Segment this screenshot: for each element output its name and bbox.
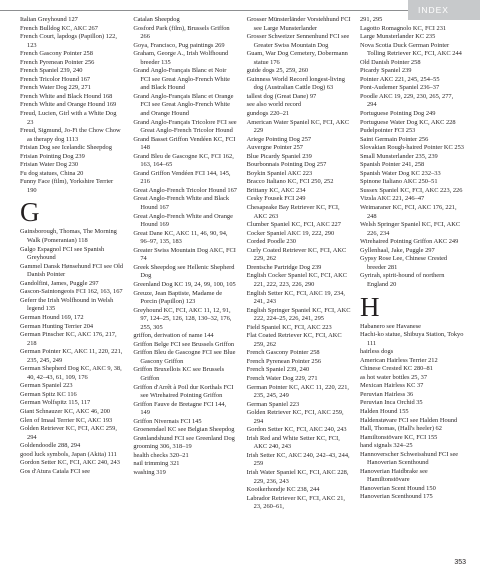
index-entry: gundogs 220–21	[246, 110, 290, 118]
index-entry: hairless dogs	[359, 348, 394, 356]
index-entry: Gainsborough, Thomas, The Morning Walk (Pomeranian) 118	[20, 228, 117, 245]
index-entry: Grønlandshund FCI see Greenland Dog	[133, 434, 235, 442]
index-entry: see also world record	[246, 101, 302, 109]
index-entry: Greater Swiss Mountain Dog AKC, FCI 74	[133, 246, 236, 263]
index-entry: Galgo Espagnol FCI see Spanish Greyhound	[20, 245, 105, 262]
index-entry: Corded Poodle 230	[246, 238, 297, 246]
index-entry: Groenendael KC see Belgian Sheepdog	[133, 426, 235, 434]
index-entry: Greuze, Jean Baptiste, Madame de Porcin (Papillon) 123	[133, 289, 223, 306]
index-entry: Irish Setter KC, AKC 240, 242–43, 244, 259	[246, 451, 350, 468]
index-entry: Guam, War Dog Cemetery, Dobermann statue 176	[246, 50, 348, 66]
index-entry: Freud, Sigmund, Jo-Fi the Chow Chow as therapy dog 1113	[20, 127, 121, 143]
index-entry: Grand Anglo-Français Tricolore FCI see Great Anglo-French Tricolor Hound	[133, 118, 237, 135]
index-entry: Hanoverian Scenthound 175	[359, 493, 433, 501]
index-entry: Great Anglo-French White and Black Hound 167	[133, 195, 230, 212]
index-entry: Geferr the Irish Wolfhound in Welsh legend 135	[20, 296, 114, 313]
index-entry: Irish Water Spaniel KC, FCI, AKC 228, 229, 236, 243	[246, 468, 349, 485]
index-entry: Wirehaired Pointing Griffon AKC 249	[359, 238, 459, 246]
index-entry: German Spitz KC 116	[20, 390, 77, 398]
index-entry: Gypsy Rose Lee, Chinese Crested breeder 281	[359, 255, 448, 271]
index-entry: Blue Picardy Spaniel 239	[246, 152, 312, 160]
index-entry: Halden Hound 155	[359, 407, 409, 415]
index-entry: Habanero see Havanese	[359, 322, 422, 330]
index-entry: Funny Face (film), Yorkshire Terrier 190	[20, 178, 114, 194]
index-entry: Griffon Bleu de Gascogne FCI see Blue Gascony Griffon	[133, 349, 236, 365]
index-entry: Portuguese Water Dog KC, AKC 228	[359, 118, 456, 126]
index-entry: Goya, Francisco, Pug paintings 269	[133, 41, 225, 49]
index-entry: English Setter KC, FCI, AKC 19, 234, 241, 243	[246, 289, 346, 306]
index-entry: Spanish Water Dog KC 232–33	[359, 169, 441, 177]
index-entry: Graham, George A., Irish Wolfhound breeder 135	[133, 50, 229, 66]
index-entry: French Spaniel 239, 240	[246, 366, 310, 374]
index-entry: French White and Orange Hound 169	[20, 101, 117, 109]
index-entry: Vizsla AKC 221, 246–47	[359, 195, 425, 203]
index-entry: Griffon Fauve de Bretagne FCI 144, 149	[133, 400, 227, 417]
index-entry: Golden Retriever KC, FCI, AKC 259, 294	[246, 409, 344, 425]
index-entry: English Springer Spaniel KC, FCI, AKC 222, 224–25, 226, 241, 295	[246, 306, 351, 323]
index-entry: Great Anglo-French White and Orange Hound 169	[133, 212, 233, 229]
index-entry: Portuguese Pointing Dog 249	[359, 110, 436, 118]
section-letter: H	[359, 291, 380, 322]
index-column-3	[247, 16, 351, 556]
index-entry: Griffon Bruxellois KC see Brussels Griffon	[133, 366, 225, 382]
index-entry: Chinese Crested KC 280–81	[359, 365, 433, 373]
index-entry: washing 319	[133, 468, 166, 476]
index-entry: Greyhound KC, FCI, AKC 11, 12, 91, 97, 124–25, 126, 128, 130–32, 176, 255, 305	[133, 306, 232, 331]
index-entry: Bracco Italiano KC, FCI 250, 252	[246, 178, 334, 186]
index-entry: Spinone Italiano AKC 250–51	[359, 178, 438, 186]
index-entry: Nova Scotia Duck German Pointer Tolling Retriever KC, FCI, AKC 244	[359, 41, 462, 58]
index-entry: Hannoverscher Schweisshund FCI see Hanoverian Scenthound	[359, 450, 459, 467]
index-entry: Grand Basset Griffon Vendéen KC, FCI 148	[133, 135, 236, 152]
index-entry: Poodle AKC 19, 229, 230, 265, 277, 294	[359, 92, 454, 109]
index-entry: Great Dane KC, AKC 11, 46, 90, 94, 96–97, 135, 183	[133, 229, 228, 246]
index-entry: Gordon Setter KC, FCI, AKC 240, 243	[246, 426, 347, 434]
index-entry: Welsh Springer Spaniel KC, FCI, AKC 226, 234	[359, 221, 461, 237]
index-entry: Hanoverian Scent Hound 150	[359, 484, 436, 492]
index-column-2	[133, 16, 237, 556]
index-entry: French Water Dog 229, 271	[20, 84, 91, 92]
index-entry: Goldendoodle 288, 294	[20, 442, 81, 450]
index-column-1	[20, 16, 124, 556]
index-entry: Grosser Schweizer Sennenhund FCI see Greater Swiss Mountain Dog	[246, 33, 350, 49]
index-entry: tallest dog (Great Dane) 97	[246, 92, 317, 100]
index-entry: Gos d'Atura Catala FCI see	[20, 467, 91, 475]
index-entry: Old Danish Pointer 258	[359, 58, 421, 66]
index-entry: Spanish Pointer 241, 258	[359, 161, 425, 169]
index-entry: Hamiltonstövare KC, FCI 155	[359, 433, 438, 441]
index-entry: Labrador Retriever KC, FCI, AKC 21, 23, 260–61,	[246, 494, 345, 511]
index-entry: Hachi-ko statue, Shibuya Station, Tokyo 111	[359, 331, 464, 347]
index-entry: Gandolfini, James, Puggle 297	[20, 279, 99, 287]
index-entry: Glen of Imaal Terrier KC, AKC 193	[20, 416, 113, 424]
index-entry: Grand Griffon Vendéen FCI 144, 145, 216	[133, 169, 231, 186]
index-entry: Mexican Hairless KC 37	[359, 382, 424, 390]
index-entry: German Spaniel 223	[20, 382, 73, 390]
index-entry: German Hound 169, 172	[20, 313, 84, 321]
index-entry: German Pinscher KC, AKC 176, 217, 218	[20, 331, 117, 347]
index-entry: Ariege Pointing Dog 257	[246, 135, 312, 143]
index-entry: Fu dog statues, China 20	[20, 169, 84, 177]
index-entry: Small Munsterlander 235, 239	[359, 152, 438, 160]
index-entry: Griffon d'Arrêt à Poil dur Korthals FCI see Wirehaired Pointing Griffon	[133, 383, 234, 400]
index-entry: French White and Black Hound 168	[20, 92, 113, 100]
index-entry: Gyllenhaal, Jake, Puggle 297	[359, 246, 435, 254]
index-entry: French Court, lapdogs (Papillon) 122, 123	[20, 33, 117, 49]
index-entry: Peruvian Inca Orchid 35	[359, 399, 423, 407]
index-entry: Griffon Belge FCI see Brussels Griffon	[133, 340, 235, 348]
index-entry: American Hairless Terrier 212	[359, 356, 438, 364]
section-letter: G	[20, 197, 40, 228]
page-number: 353	[454, 559, 466, 566]
index-entry: Brittany KC, AKC 234	[246, 186, 306, 194]
index-entry: Guinness World Record longest-living dog (Australian Cattle Dog) 63	[246, 75, 345, 92]
index-entry: Gascon-Saintongeois FCI 162, 163, 167	[20, 288, 123, 296]
index-entry: as hot water bottles 25, 37	[359, 373, 428, 381]
index-entry: Grand Bleu de Gascogne KC, FCI 162, 163, 164–65	[133, 152, 234, 169]
index-entry: Cocker Spaniel AKC 19, 222, 290	[246, 229, 335, 237]
index-entry: hand signals 324–25	[359, 442, 413, 450]
index-entry: 291, 295	[359, 16, 383, 23]
index-entry: griffon, derivation of name 144	[133, 332, 214, 340]
index-entry: Griffon Nivernais FCI 145	[133, 417, 202, 425]
index-entry: Grand Anglo-Français Blanc et Orange FCI see Great Anglo-French White and Orange Hound	[133, 92, 234, 118]
index-entry: nail trimming 321	[133, 460, 180, 468]
index-column-4	[360, 16, 464, 556]
index-entry: French Water Dog 229, 271	[246, 374, 318, 382]
index-entry: American Water Spaniel KC, FCI, AKC 229	[246, 118, 350, 135]
index-entry: Boykin Spaniel AKC 223	[246, 169, 313, 177]
index-entry: German Spaniel 223	[246, 400, 300, 408]
index-entry: Freud, Lucien, Girl with a White Dog 23	[20, 110, 117, 126]
index-entry: French Gascony Pointer 258	[246, 349, 320, 357]
index-entry: Pointer AKC 221, 245, 254–55	[359, 75, 440, 83]
index-entry: German Shepherd Dog KC, AKC 9, 38, 40, 42–43, 61, 109, 176	[20, 365, 122, 381]
index-entry: Grand Anglo-Français Blanc et Noir FCI see Great Anglo-French White and Black Hound	[133, 67, 231, 92]
index-entry: Greek Sheepdog see Hellenic Shepherd Dog	[133, 263, 235, 280]
index-entry: Frisian Water Dog 230	[20, 161, 79, 169]
index-entry: Large Munsterlander KC 235	[359, 33, 436, 41]
index-entry: Pont-Audemer Spaniel 236–37	[359, 84, 440, 92]
index-entry: Slovakian Rough-haired Pointer KC 253	[359, 144, 464, 152]
index-entry: French Pyrenean Pointer 256	[20, 58, 95, 66]
index-entry: Hanoverian Haidbrake see Hamiltonstövare	[359, 467, 428, 484]
index-entry: French Spaniel 239, 240	[20, 67, 83, 75]
index-entry: Gyrirah, spirit-hound of northern England 20	[359, 272, 445, 288]
index-entry: Grosser Münsterländer Vorstehhund FCI see Large Munsterlander	[246, 16, 351, 32]
index-entry: Frisian Pointing Dog 239	[20, 152, 85, 160]
index-entry: German Pointer KC, AKC 11, 220, 221, 235, 245, 249	[246, 383, 350, 400]
index-entry: Chesapeake Bay Retriever KC, FCI, AKC 263	[246, 204, 340, 220]
index-entry: English Cocker Spaniel KC, FCI, AKC 221, 222, 223, 226, 290	[246, 272, 347, 288]
index-entry: Auvergne Pointer 257	[246, 144, 303, 152]
index-entry: Golden Retriever KC, FCI, AKC 259, 294	[20, 425, 117, 441]
header-rule	[0, 10, 408, 11]
index-entry: Gosford Park (film), Brussels Griffon 266	[133, 24, 230, 41]
index-entry: German Wolfspitz 115, 117	[20, 399, 91, 407]
index-entry: French Bulldog KC, AKC 267	[20, 24, 98, 32]
index-entry: Haldenstøvare FCI see Halden Hound	[359, 416, 458, 424]
index-entry: Italian Greyhound 127	[20, 16, 78, 23]
index-entry: Frisian Dog see Icelandic Sheepdog	[20, 144, 112, 152]
index-entry: Clumber Spaniel KC, FCI, AKC 227	[246, 221, 341, 229]
index-entry: German Pointer KC, AKC 11, 220, 221, 235, 245, 249	[20, 348, 123, 364]
index-entry: Pudelpointer FCI 253	[359, 127, 416, 135]
index-entry: Sussex Spaniel KC, FCI, AKC 223, 226	[359, 186, 463, 194]
index-entry: Bourbonnais Pointing Dog 257	[246, 161, 327, 169]
index-entry: Saint Germain Pointer 256	[359, 135, 429, 143]
index-columns	[20, 16, 464, 556]
index-entry: health checks 320–21	[133, 451, 189, 459]
index-entry: German Hunting Terrier 204	[20, 322, 94, 330]
index-entry: French Pyrenean Pointer 256	[246, 357, 322, 365]
index-entry: Kooikerhondje KC 238, 244	[246, 486, 320, 494]
index-entry: Gammel Dansk Hønsehund FCI see Old Danish Pointer	[20, 262, 124, 279]
index-entry: Peruvian Hairless 36	[359, 390, 414, 398]
index-entry: Weimaraner KC, FCI, AKC 176, 221, 248	[359, 204, 457, 220]
index-entry: Greenland Dog KC 19, 24, 99, 100, 105	[133, 280, 236, 288]
index-entry: French Tricolor Hound 167	[20, 75, 91, 83]
index-entry: French Gascony Pointer 258	[20, 50, 93, 58]
index-entry: Great Anglo-French Tricolor Hound 167	[133, 186, 237, 194]
index-entry: guide dogs 25, 259, 260	[246, 67, 309, 75]
index-entry: Field Spaniel KC, FCI, AKC 223	[246, 323, 332, 331]
index-entry: Gordon Setter KC, FCI, AKC 240, 243	[20, 459, 120, 467]
index-entry: grooming 306, 318–19	[133, 443, 192, 451]
index-entry: Catalan Sheepdog	[133, 16, 180, 23]
index-entry: good luck symbols, Japan (Akita) 111	[20, 450, 117, 458]
index-entry: Picardy Spaniel 239	[359, 67, 412, 75]
index-entry: Curly Coated Retriever KC, FCI, AKC 229, 262	[246, 246, 347, 263]
index-entry: Giant Schnauzer KC, AKC 46, 200	[20, 407, 110, 415]
index-entry: Hall, Thomas, (Hall's heeler) 62	[359, 425, 442, 433]
index-entry: Drentsche Partridge Dog 239	[246, 263, 322, 271]
index-tab-label: INDEX	[418, 5, 449, 15]
index-entry: Lagotto Romagnolo KC, FCI 231	[359, 24, 447, 32]
index-entry: Flat Coated Retriever KC, FCI, AKC 259, 262	[246, 332, 342, 348]
index-entry: Cesky Fousek FCI 249	[246, 195, 306, 203]
index-entry: Irish Red and White Setter KC, FCI, AKC 240, 243	[246, 434, 340, 451]
